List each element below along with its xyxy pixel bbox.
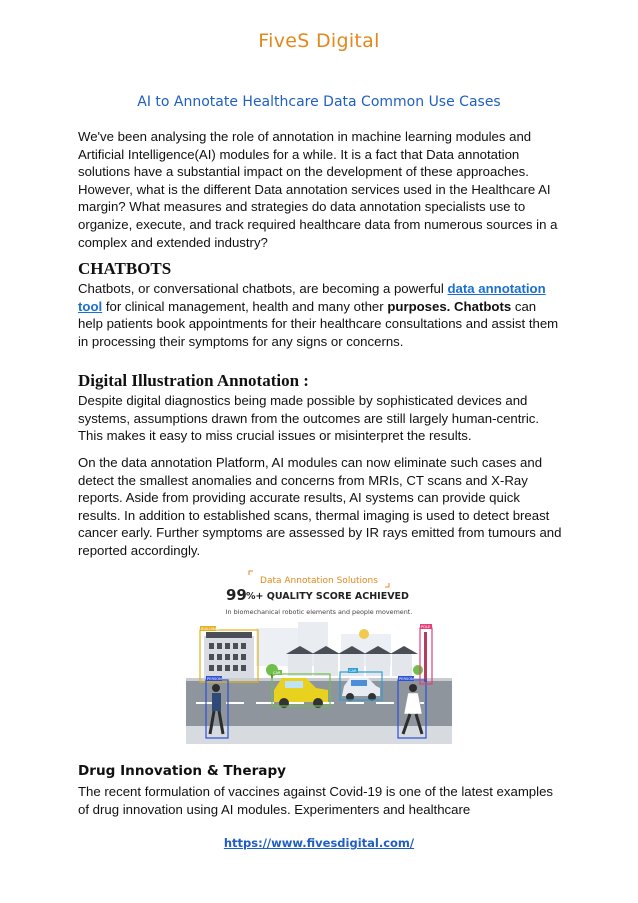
data-annotation-illustration <box>186 562 452 744</box>
fives-digital-logo: FiveS Digital <box>258 30 380 52</box>
score-label: %+ QUALITY SCORE ACHIEVED <box>246 591 409 602</box>
figure-subtitle: In biomechanical robotic elements and people movement. <box>225 608 413 616</box>
chatbots-paragraph <box>78 280 563 350</box>
box-label-building: BUILDING <box>201 627 219 631</box>
page-title: AI to Annotate Healthcare Data Common Use Cases <box>137 94 501 110</box>
box-label-person-2: PERSON <box>399 677 414 681</box>
chatbots-text-start: Chatbots, or conversational chatbots, are becoming a powerful <box>78 281 448 296</box>
illustration-svg <box>186 562 452 744</box>
purposes-bold: purposes. <box>387 298 451 314</box>
score-number: 99 <box>226 586 247 604</box>
box-label-pole: POLE <box>421 625 431 629</box>
figure-banner: Data Annotation Solutions <box>260 576 378 586</box>
footer-url-link[interactable]: https://www.fivesdigital.com/ <box>223 836 415 850</box>
data-annotation-tool-link[interactable]: data annotation tool <box>78 281 546 314</box>
chatbots-heading: CHATBOTS <box>78 259 172 278</box>
box-label-person-1: PERSON <box>207 677 222 681</box>
digital-illustration-paragraph-2: On the data annotation Platform, AI modules can now eliminate such cases and detect the smallest anomalies and concerns from MRIs, CT scans and X-Ray reports. Aside from providing accurate results, AI systems can provide quick results. In addition to established scans, thermal imaging is used to detect breast cancer early. Further symptoms are assessed by IR rays emitted from tumours and reported accordingly. <box>78 455 562 558</box>
footer <box>0 836 638 850</box>
digital-illustration-paragraph-1: Despite digital diagnostics being made possible by sophisticated devices and systems, assumptions drawn from the outcomes are still largely human-centric. This makes it easy to miss crucial issues or misinterpret the results. <box>78 393 540 444</box>
box-label-car-2: CAR <box>349 669 357 673</box>
intro-paragraph: We've been analysing the role of annotation in machine learning modules and Artificial Intelligence(AI) modules for a while. It is a fact that Data annotation solutions have a substantial impact on the development of these approaches. However, what is the different Data annotation services used in the Healthcare AI margin? What measures and strategies do data annotation specialists use to organize, execute, and track required healthcare data from numerous sources in a complex and extended industry? <box>78 129 558 250</box>
chatbots-text-middle: for clinical management, health and many other <box>102 298 388 314</box>
digital-illustration-heading: Digital Illustration Annotation : <box>78 371 309 390</box>
drug-innovation-heading: Drug Innovation & Therapy <box>78 763 287 779</box>
box-label-car-1: CAR <box>273 671 281 675</box>
drug-innovation-paragraph: The recent formulation of vaccines against Covid-19 is one of the latest examples of drug innovation using AI modules. Experimenters and healthcare <box>78 784 554 817</box>
chatbots-bold: Chatbots <box>454 298 512 314</box>
chatbots-text-end: can help patients book appointments for their healthcare consultations and assist them in processing their symptoms for any signs or concerns. <box>78 298 559 349</box>
